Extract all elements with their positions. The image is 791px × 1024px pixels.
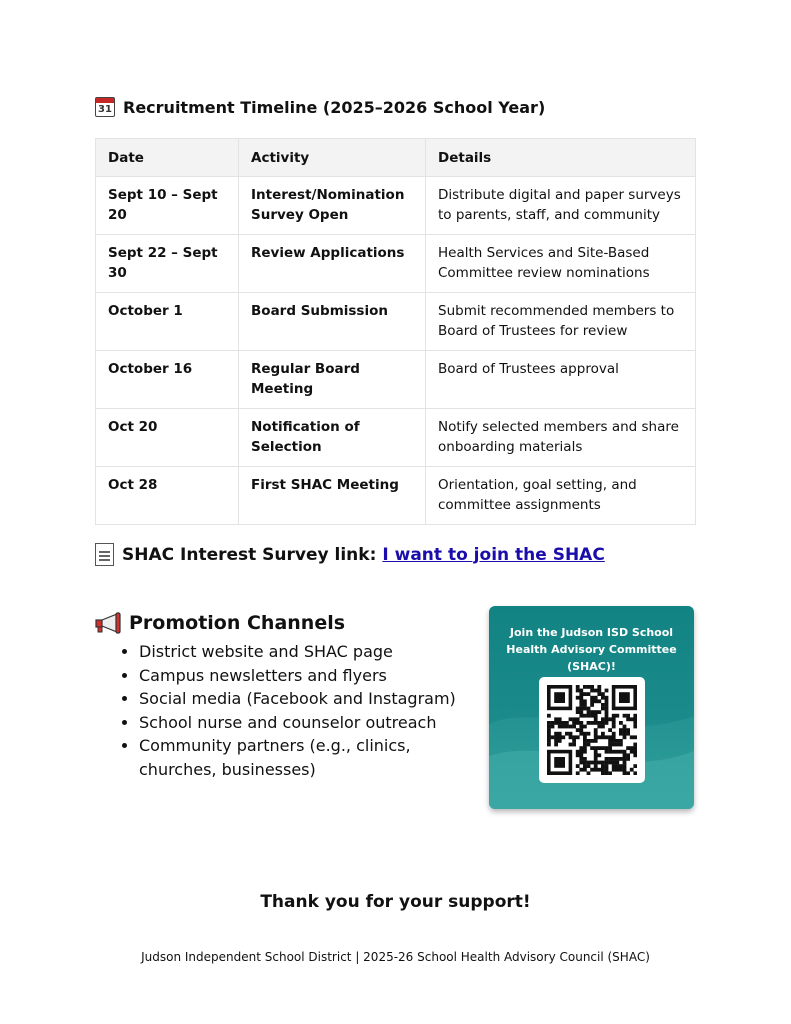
table-row <box>96 351 696 409</box>
calendar-icon-day: 31 <box>98 104 112 115</box>
megaphone-icon <box>95 612 121 634</box>
list-item: • Campus newsletters and flyers <box>139 664 469 688</box>
column-header-activity: Activity <box>239 139 426 177</box>
list-item: • District website and SHAC page <box>139 640 469 664</box>
row-date: Oct 28 <box>96 467 239 525</box>
timeline-title: Recruitment Timeline (2025–2026 School Year) <box>123 97 546 117</box>
thank-you-text: Thank you for your support! <box>260 892 531 912</box>
row-activity: First SHAC Meeting <box>239 467 426 525</box>
qr-card[interactable] <box>489 606 694 809</box>
row-date: Sept 10 – Sept 20 <box>96 177 239 235</box>
timeline-heading <box>95 97 545 117</box>
row-activity: Board Submission <box>239 293 426 351</box>
row-date: October 16 <box>96 351 239 409</box>
table-row <box>96 293 696 351</box>
column-header-date: Date <box>96 139 239 177</box>
timeline-table <box>95 138 696 525</box>
table-header-row <box>96 139 696 177</box>
row-details: Health Services and Site-Based Committee review nominations <box>426 235 696 293</box>
calendar-icon <box>95 97 115 117</box>
row-details: Notify selected members and share onboarding materials <box>426 409 696 467</box>
column-header-details: Details <box>426 139 696 177</box>
row-date: Sept 22 – Sept 30 <box>96 235 239 293</box>
document-icon <box>95 543 114 566</box>
promotion-heading <box>95 612 345 634</box>
row-date: Oct 20 <box>96 409 239 467</box>
table-row <box>96 467 696 525</box>
promotion-title: Promotion Channels <box>129 612 346 634</box>
promotion-list <box>116 640 469 781</box>
row-details: Submit recommended members to Board of Trustees for review <box>426 293 696 351</box>
qr-code-icon <box>539 677 645 783</box>
list-item: • Social media (Facebook and Instagram) <box>139 687 469 711</box>
survey-link[interactable]: I want to join the SHAC <box>382 544 605 565</box>
page-footer: Judson Independent School District | 2025-26 School Health Advisory Council (SHAC) <box>141 950 650 964</box>
table-row <box>96 177 696 235</box>
survey-label: SHAC Interest Survey link: <box>122 544 377 565</box>
row-activity: Notification of Selection <box>239 409 426 467</box>
table-row <box>96 409 696 467</box>
qr-card-text: Join the Judson ISD School Health Advisory Committee (SHAC)! <box>506 626 677 673</box>
row-activity: Regular Board Meeting <box>239 351 426 409</box>
row-details: Board of Trustees approval <box>426 351 696 409</box>
row-details: Distribute digital and paper surveys to parents, staff, and community <box>426 177 696 235</box>
table-row <box>96 235 696 293</box>
row-activity: Review Applications <box>239 235 426 293</box>
list-item: • Community partners (e.g., clinics, churches, businesses) <box>139 734 469 781</box>
row-date: October 1 <box>96 293 239 351</box>
row-activity: Interest/Nomination Survey Open <box>239 177 426 235</box>
row-details: Orientation, goal setting, and committee assignments <box>426 467 696 525</box>
list-item: • School nurse and counselor outreach <box>139 711 469 735</box>
survey-line <box>95 543 605 566</box>
